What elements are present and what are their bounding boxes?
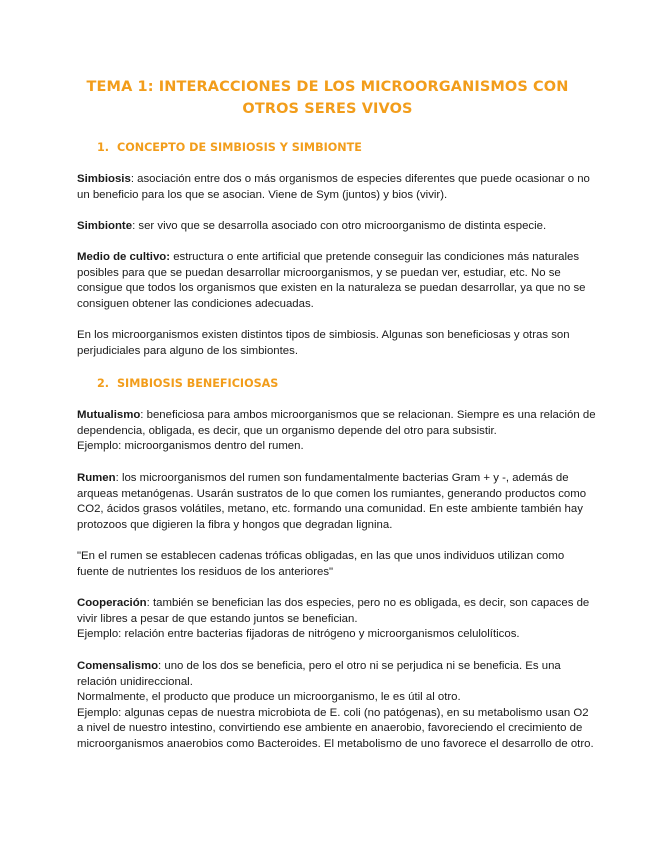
title-line-2: OTROS SERES VIVOS	[242, 101, 413, 117]
paragraph-text: estructura o ente artificial que pretende conseguir las condiciones más naturales posibles para que se puedan desarrollar microorganismos, y se puedan ver, estudiar, etc. No se consigue que todos los organismos que existen en la naturaleza se puedan desarrollar, ya que no se consiguen obtener las condiciones adecuadas.	[77, 251, 586, 310]
section-number: 1.	[97, 141, 110, 154]
paragraph-simbiosis	[77, 172, 597, 203]
term-label: Simbiosis	[77, 173, 131, 185]
term-label: Rumen	[77, 472, 116, 484]
term-label: Medio de cultivo:	[77, 251, 171, 263]
paragraph-example: Ejemplo: algunas cepas de nuestra microbiota de E. coli (no patógenas), en su metabolismo usan O2 a nivel de nuestro intestino, convirtiendo ese ambiente en anaerobio, favoreciendo el crecimiento de microorganismos anaerobios como Bacteroides. El metabolismo de uno favorece el desarrollo de otro.	[77, 706, 594, 750]
section-number: 2.	[97, 377, 110, 390]
paragraph-mutualismo	[77, 408, 597, 455]
paragraph-cooperacion	[77, 596, 597, 643]
paragraph-text: : beneficiosa para ambos microorganismos que se relacionan. Siempre es una relación de dependencia, obligada, es decir, que un organismo depende del otro para subsistir.	[77, 409, 596, 437]
paragraph-rumen	[77, 471, 597, 533]
paragraph-comensalismo	[77, 659, 597, 753]
paragraph-text: : ser vivo que se desarrolla asociado con otro microorganismo de distinta especie.	[132, 220, 547, 232]
paragraph-medio-cultivo	[77, 250, 597, 312]
paragraph-intro-tipos	[77, 328, 597, 359]
paragraph-line: Normalmente, el producto que produce un microorganismo, le es útil al otro.	[77, 691, 461, 704]
paragraph-text: : los microorganismos del rumen son fundamentalmente bacterias Gram + y -, además de arqueas metanógenas. Usarán sustratos de lo que comen los rumiantes, generando productos como CO2, ácidos grasos volátiles, metano, etc. formando una comunidad. En este ambiente también hay protozoos que digieren la fibra y hongos que degradan lignina.	[77, 472, 587, 531]
term-label: Simbionte	[77, 220, 133, 232]
term-label: Comensalismo	[77, 660, 159, 672]
paragraph-text: : asociación entre dos o más organismos de especies diferentes que puede ocasionar o no un beneficio para los que se asocian. Viene de Sym (juntos) y bios (vivir).	[77, 173, 590, 201]
paragraph-quote	[77, 549, 597, 580]
paragraph-example: Ejemplo: microorganismos dentro del rumen.	[77, 440, 304, 453]
section-heading-1	[97, 141, 362, 155]
term-label: Cooperación	[77, 597, 147, 609]
paragraph-text: En los microorganismos existen distintos tipos de simbiosis. Algunas son beneficiosas y otras son perjudiciales para alguno de los simbiontes.	[77, 329, 570, 357]
quote-text: "En el rumen se establecen cadenas tróficas obligadas, en las que unos individuos utilizan como fuente de nutrientes los residuos de los anteriores"	[77, 550, 565, 578]
paragraph-example: Ejemplo: relación entre bacterias fijadoras de nitrógeno y microorganismos celulolíticos.	[77, 628, 520, 641]
section-title: CONCEPTO DE SIMBIOSIS Y SIMBIONTE	[117, 141, 362, 154]
paragraph-simbionte	[77, 219, 597, 235]
term-label: Mutualismo	[77, 409, 141, 421]
document-title	[70, 76, 585, 120]
title-line-1: TEMA 1: INTERACCIONES DE LOS MICROORGANISMOS CON	[86, 79, 569, 95]
paragraph-text: : uno de los dos se beneficia, pero el otro ni se perjudica ni se beneficia. Es una relación unidireccional.	[77, 660, 561, 688]
section-title: SIMBIOSIS BENEFICIOSAS	[117, 377, 279, 390]
section-heading-2	[97, 377, 278, 391]
paragraph-text: : también se benefician las dos especies, pero no es obligada, es decir, son capaces de vivir libres a pesar de que estando juntos se benefician.	[77, 597, 590, 625]
